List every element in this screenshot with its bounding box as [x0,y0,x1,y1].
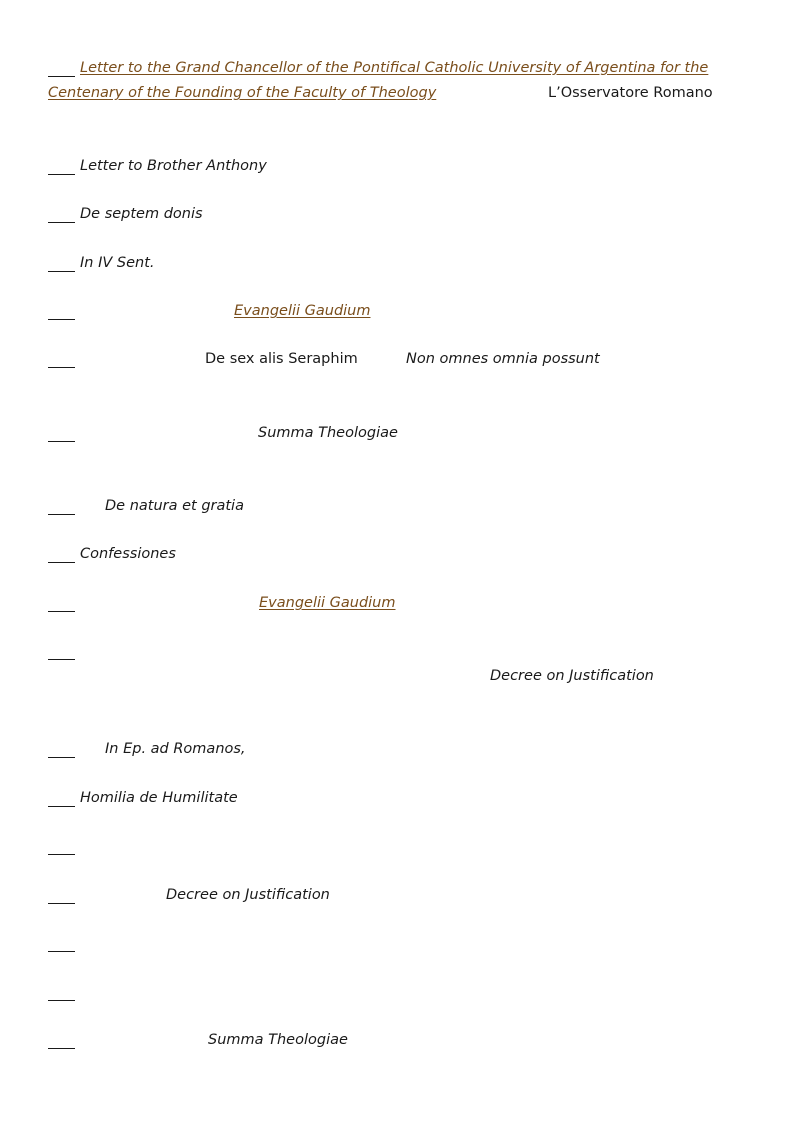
citation-link-line1[interactable]: Letter to the Grand Chancellor of the Pontifical Catholic University of Argentina for the [80,60,709,76]
answer-blank[interactable] [48,854,75,855]
answer-blank[interactable] [48,319,75,320]
answer-blank[interactable] [48,514,75,515]
citation-text: Non omnes omnia possunt [406,351,600,367]
citation-link[interactable]: Evangelii Gaudium [259,595,396,611]
answer-blank[interactable] [48,562,75,563]
answer-blank[interactable] [48,271,75,272]
answer-blank[interactable] [48,659,75,660]
source-text: L’Osservatore Romano [548,85,713,101]
citation-text: Summa Theologiae [208,1032,348,1048]
citation-link[interactable]: Evangelii Gaudium [234,303,371,319]
citation-link[interactable] [48,84,436,102]
answer-blank[interactable] [48,611,75,612]
answer-blank[interactable] [48,76,75,77]
answer-blank[interactable] [48,441,75,442]
citation-text: De sex alis Seraphim [205,351,358,367]
citation-text: Homilia de Humilitate [80,790,238,806]
citation-text: Letter to Brother Anthony [80,158,267,174]
answer-blank[interactable] [48,1048,75,1049]
answer-blank[interactable] [48,757,75,758]
answer-blank[interactable] [48,222,75,223]
answer-blank[interactable] [48,367,75,368]
citation-text: In Ep. ad Romanos, [105,741,246,757]
citation-text: Confessiones [80,546,176,562]
citation-text: De septem donis [80,206,203,222]
citation-link[interactable] [80,59,708,77]
citation-link-line2[interactable]: Centenary of the Founding of the Faculty of Theology [48,85,437,101]
answer-blank[interactable] [48,174,75,175]
answer-blank[interactable] [48,903,75,904]
citation-text: De natura et gratia [105,498,244,514]
citation-text: Decree on Justification [490,668,654,684]
citation-text: Decree on Justification [166,887,330,903]
citation-text: In IV Sent. [80,255,155,271]
answer-blank[interactable] [48,951,75,952]
answer-blank[interactable] [48,1000,75,1001]
citation-text: Summa Theologiae [258,425,398,441]
answer-blank[interactable] [48,806,75,807]
